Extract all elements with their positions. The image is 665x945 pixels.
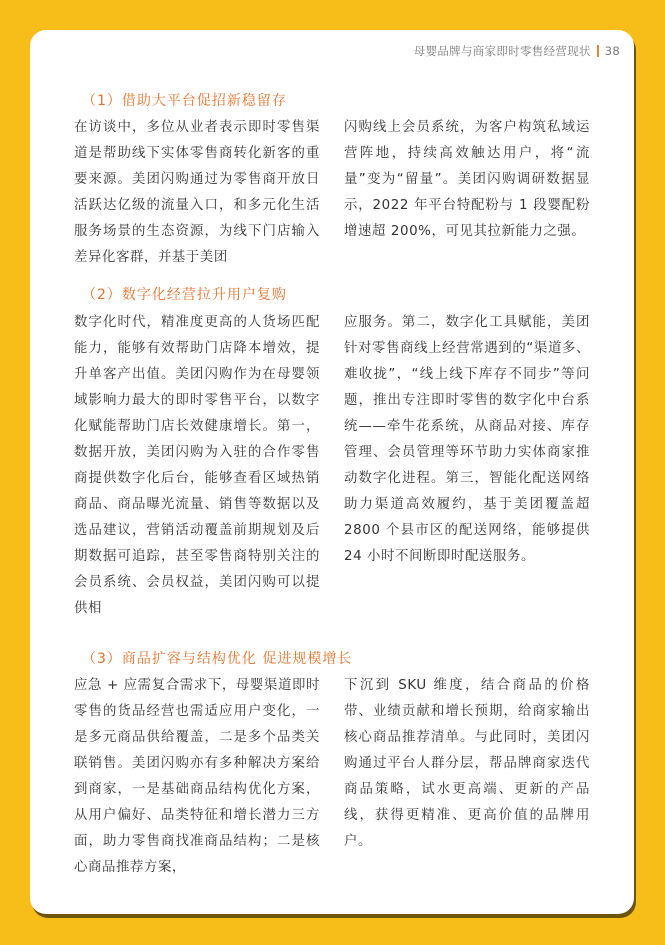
section-1-right-column: 闪购线上会员系统，为客户构筑私域运营阵地，持续高效触达用户，将“流量”变为“留量”。美团闪购调研数据显示，2022 年平台特配粉与 1 段婴配粉增速超 200%，可见其拉新能力之强。 xyxy=(344,120,590,239)
page-number: 38 xyxy=(604,44,620,58)
page-header xyxy=(414,43,620,59)
section-3-left-column: 应急 + 应需复合需求下，母婴渠道即时零售的货品经营也需适应用户变化，一是多元商品供给覆盖，二是多个品类关联销售。美团闪购亦有多种解决方案给到商家，一是基础商品结构优化方案，从用户偏好、品类特征和增长潜力三方面，助力零售商找准商品结构；二是核心商品推荐方案， xyxy=(74,678,320,875)
section-3-right-column: 下沉到 SKU 维度，结合商品的价格带、业绩贡献和增长预期，给商家输出核心商品推荐清单。与此同时，美团闪购通过平台人群分层，帮品牌商家迭代商品策略，试水更高端、更新的产品线，获得更精准、更高价值的品牌用户。 xyxy=(344,678,590,849)
section-2-title: （2）数字化经营拉升用户复购 xyxy=(82,287,287,303)
header-title: 母婴品牌与商家即时零售经营现状 xyxy=(413,44,591,58)
section-3-title: （3）商品扩容与结构优化 促进规模增长 xyxy=(82,651,353,667)
section-1-left-column: 在访谈中，多位从业者表示即时零售渠道是帮助线下实体零售商转化新客的重要来源。美团闪购通过为零售商开放日活跃达亿级的流量入口，和多元化生活服务场景的生态资源，为线下门店输入差异化客群，并基于美团 xyxy=(74,120,320,265)
header-divider xyxy=(597,45,599,57)
section-2-right-column: 应服务。第二，数字化工具赋能，美团针对零售商线上经营常遇到的“渠道多、难收拢”，“线上线下库存不同步”等问题，推出专注即时零售的数字化中台系统——牵牛花系统，从商品对接、库存管理、会员管理等环节助力实体商家推动数字化进程。第三，智能化配送网络助力渠道高效履约，基于美团覆盖超 2800 个县市区的配送网络，能够提供 24 小时不间断即时配送服务。 xyxy=(344,315,590,564)
section-2-left-column: 数字化时代，精准度更高的人货场匹配能力，能够有效帮助门店降本增效，提升单客产出值。美团闪购作为在母婴领域影响力最大的即时零售平台，以数字化赋能帮助门店长效健康增长。第一，数据开放，美团闪购为入驻的合作零售商提供数字化后台，能够查看区域热销商品、商品曝光流量、销售等数据以及选品建议，营销活动覆盖前期规划及后期数据可追踪，甚至零售商特别关注的会员系统、会员权益，美团闪购可以提供相 xyxy=(74,315,320,616)
page-card xyxy=(30,30,634,914)
section-1-title: （1）借助大平台促招新稳留存 xyxy=(82,93,287,109)
